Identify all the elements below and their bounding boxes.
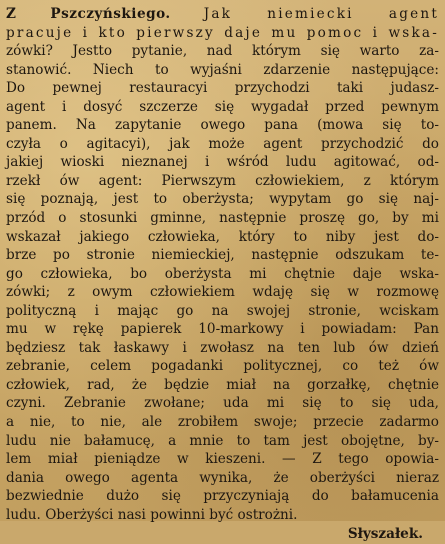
article-heading: Z Pszczyńskiego. <box>6 6 171 22</box>
article-line: będziesz tak łaskawy i zwołasz na ten lub ów dzień <box>6 339 439 356</box>
article-line: lem miał pieniądze w kieszeni. — Z tego opowia- <box>6 451 439 468</box>
article-line: panem. Na zapytanie owego pana (mowa się to- <box>6 117 439 134</box>
article-line: brze po stronie niemieckiej, następnie odszukam te- <box>6 247 439 264</box>
article-line: polityczną i mając go na swojej stronie, wciskam <box>6 302 439 319</box>
article-line: zówki? Jestto pytanie, nad którym się warto za- <box>6 43 439 60</box>
article-line: ludu. Oberżyści nasi powinni być ostrożni. <box>6 506 298 523</box>
article-line: mu w rękę papierek 10-markowy i powiadam: Pan <box>6 321 439 338</box>
article-line: ludu nie bałamucę, a mnie to tam jest obojętne, by- <box>6 432 439 449</box>
article-line: rzekł ów agent: Pierwszym człowiekiem, z którym <box>6 172 439 189</box>
article-line: go człowieka, bo oberżysta mi chętnie daje wska- <box>6 265 439 282</box>
article-line: człowiek, rad, że będzie miał na gorzałkę, chętnie <box>6 376 439 393</box>
article-line: zebranie, celem pogadanki politycznej, co też ów <box>6 358 439 375</box>
article-line: Jak niemiecki agent <box>203 6 439 22</box>
article-line: zówki; z owym człowiekiem wdaję się w rozmowę <box>6 284 439 301</box>
article-line: dania owego agenta wynika, że oberżyści nieraz <box>6 469 439 486</box>
article-line: agent i dosyć szczerze się wygadał przed pewnym <box>6 98 439 115</box>
article-line: pracuje i kto pierwszy daje mu pomoc i wska- <box>6 24 439 41</box>
article-line: się poznają, jest to oberżysta; wypytam go się naj- <box>6 191 439 208</box>
article-line: wskazał jakiego człowieka, który to niby jest do- <box>6 228 439 245</box>
article-line: bezwiednie dużo się przyczyniają do bałamucenia <box>6 488 439 505</box>
article <box>6 5 439 544</box>
article-line: stanowić. Niech to wyjaśni zdarzenie następujące: <box>6 61 439 78</box>
article-line: jakiej wioski nieznanej i wśród ludu agitować, od- <box>6 154 439 171</box>
article-line: czyni. Zebranie zwołane; uda mi się to się uda, <box>6 395 439 412</box>
article-line: czyła o agitacyi), jak może agent przychodzić do <box>6 135 439 152</box>
article-first-line <box>6 5 439 24</box>
author-signature: Słyszałek. <box>347 526 423 543</box>
article-line: przód o stosunki gminne, następnie proszę go, by mi <box>6 210 439 227</box>
article-line: Do pewnej restauracyi przychodzi taki judasz- <box>6 80 439 97</box>
article-line: a nie, to nie, ale zrobiłem swoje; przecie zadarmo <box>6 414 439 431</box>
